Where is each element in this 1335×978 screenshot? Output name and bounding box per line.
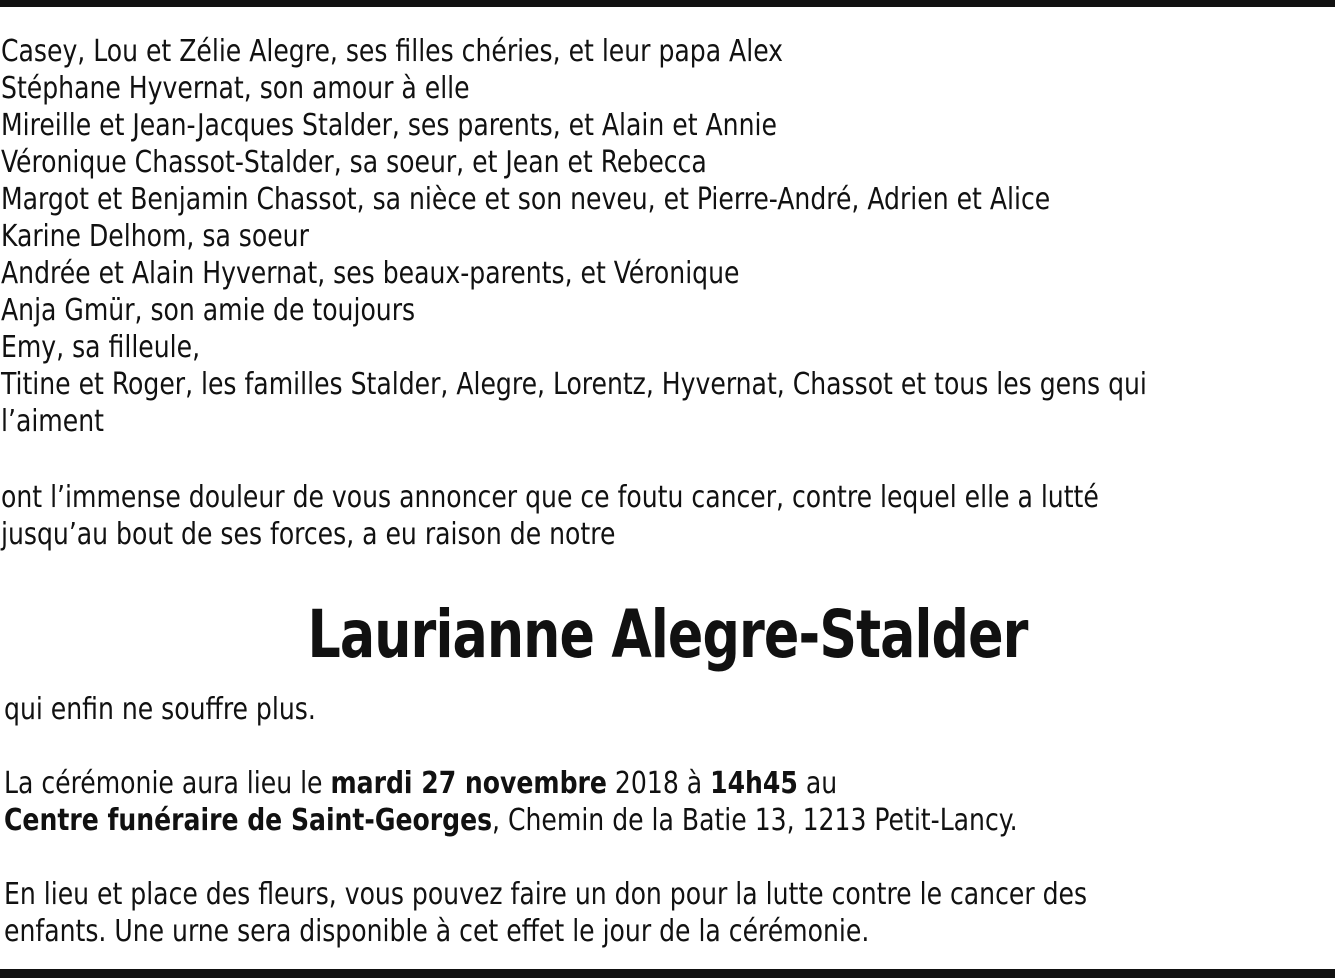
donation-line: En lieu et place des fleurs, vous pouvez faire un don pour la lutte contre le cancer des xyxy=(4,877,1088,912)
ceremony-info xyxy=(4,765,1018,839)
announcement xyxy=(1,479,1233,553)
ceremony-time: 14h45 xyxy=(710,766,798,801)
family-line: Titine et Roger, les familles Stalder, Alegre, Lorentz, Hyvernat, Chassot et tous les gens qui xyxy=(1,367,1147,402)
after-name-text xyxy=(4,691,316,728)
family-line: Véronique Chassot-Stalder, sa soeur, et Jean et Rebecca xyxy=(1,145,707,180)
family-line: Karine Delhom, sa soeur xyxy=(1,219,309,254)
family-line: Emy, sa filleule, xyxy=(1,330,201,365)
announcement-line: ont l’immense douleur de vous annoncer que ce foutu cancer, contre lequel elle a lutté xyxy=(1,480,1099,515)
deceased-name: Laurianne Alegre-Stalder xyxy=(307,596,1028,673)
ceremony-day: mardi 27 novembre xyxy=(330,766,607,801)
ceremony-intro: La cérémonie aura lieu le xyxy=(4,766,331,801)
ceremony-line-1 xyxy=(4,765,1018,802)
donation-info xyxy=(4,876,1087,950)
ceremony-address: , Chemin de la Batie 13, 1213 Petit-Lancy. xyxy=(492,803,1018,838)
top-rule xyxy=(0,0,1335,7)
ceremony-after-time: au xyxy=(797,766,838,801)
bottom-rule xyxy=(0,969,1335,978)
donation-line: enfants. Une urne sera disponible à cet effet le jour de la cérémonie. xyxy=(4,914,870,949)
family-line: Stéphane Hyvernat, son amour à elle xyxy=(1,71,470,106)
ceremony-venue: Centre funéraire de Saint-Georges xyxy=(4,803,493,838)
family-list xyxy=(1,33,1233,440)
after-name-line: qui enfin ne souffre plus. xyxy=(4,692,316,727)
family-line: Casey, Lou et Zélie Alegre, ses filles chéries, et leur papa Alex xyxy=(1,34,784,69)
ceremony-line-2 xyxy=(4,802,1018,839)
family-line: l’aiment xyxy=(1,404,104,439)
announcement-line: jusqu’au bout de ses forces, a eu raison de notre xyxy=(1,517,616,552)
family-line: Anja Gmür, son amie de toujours xyxy=(1,293,416,328)
family-line: Mireille et Jean-Jacques Stalder, ses parents, et Alain et Annie xyxy=(1,108,777,143)
family-line: Margot et Benjamin Chassot, sa nièce et son neveu, et Pierre-André, Adrien et Alice xyxy=(1,182,1051,217)
ceremony-year: 2018 à xyxy=(606,766,711,801)
family-line: Andrée et Alain Hyvernat, ses beaux-parents, et Véronique xyxy=(1,256,740,291)
